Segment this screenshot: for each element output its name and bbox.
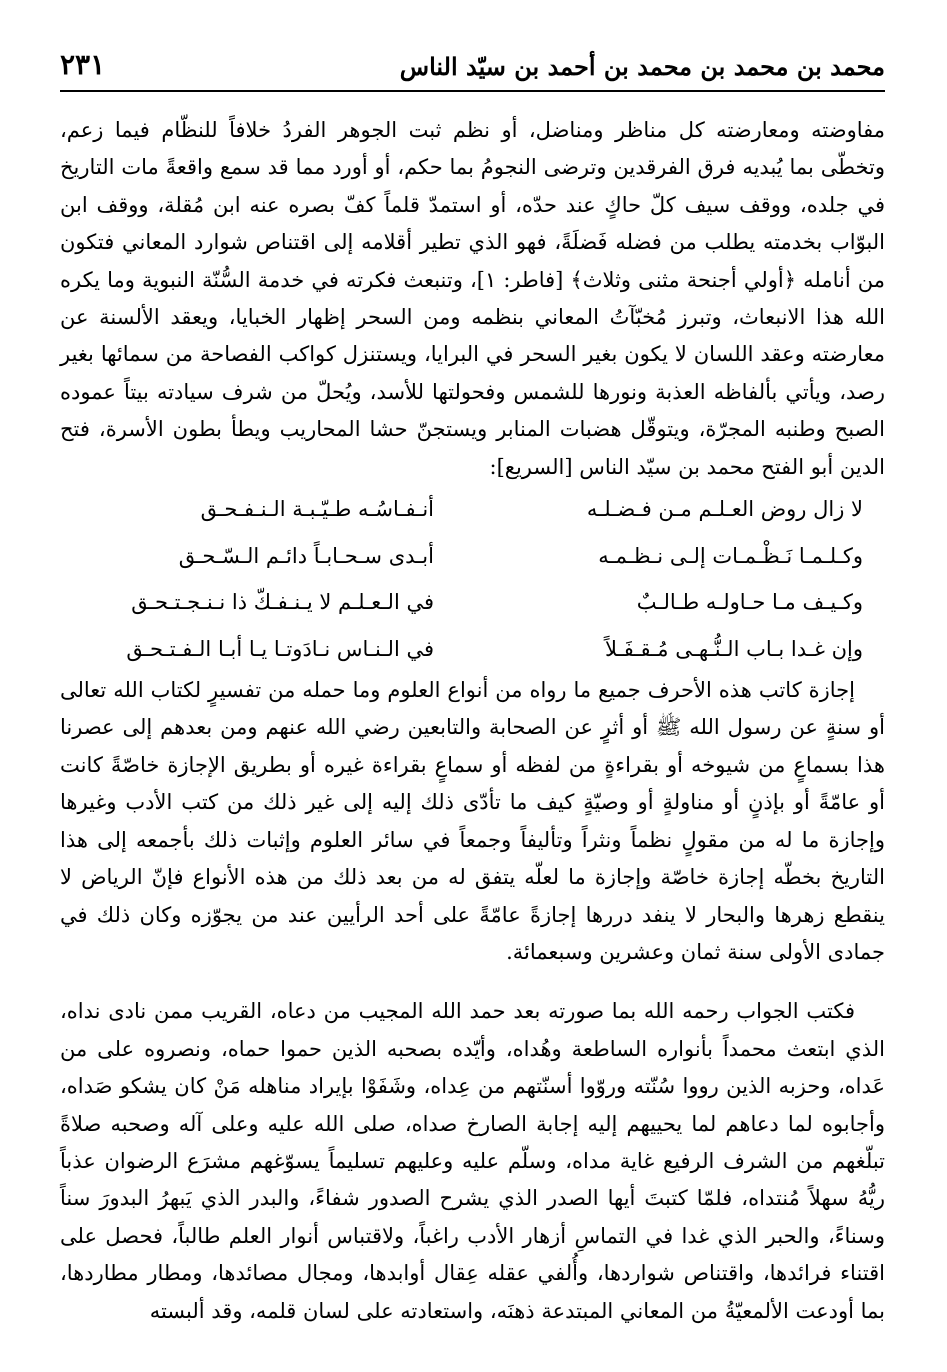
verse-second-hemistich: أنـفـاسُـه طـيّـبـة الـنـفـحـق bbox=[200, 497, 434, 522]
verse-first-hemistich: وإن غـدا بـاب الـنُّـهـى مُـقـفَـلاً bbox=[605, 636, 863, 661]
poem-verse bbox=[60, 533, 885, 580]
verse-first-hemistich: وكـلـمـا نَـظْـمـات إلـى نـظـمـه bbox=[598, 543, 863, 568]
poem-verse bbox=[60, 626, 885, 673]
poem-verse bbox=[60, 486, 885, 533]
verse-second-hemistich: في الـعـلـم لا يـنـفـكّ ذا نـنـجـتـحـق bbox=[131, 590, 434, 615]
verse-first-hemistich: وكـيـف مـا حـاولـه طـالـبٌ bbox=[636, 590, 863, 615]
running-title: محمد بن محمد بن محمد بن أحمد بن سيّد الناس bbox=[399, 52, 885, 81]
poem-verse bbox=[60, 579, 885, 626]
paragraph-reply: فكتب الجواب رحمه الله بما صورته بعد حمد الله المجيب من دعاه، القريب ممن نادى نداه، الذي ابتعث محمداً بأنواره الساطعة وهُداه، وأيّده بصحبه الذين حموا حماه، ونصروه على من عَداه، وحزبه الذين رووا سُنّته وروّوا أسنّتهم من عِداه، وشَفَوْا بإيراد مناهله مَنْ كان يشكو صَداه، وأجابوه لما دعاهم لما يحييهم إليه إجابة الصارخ صداه، صلى الله عليه وعلى آله وصحبه صلاةً تبلّغهم من الشرف الرفيع غاية مداه، وسلّم عليه وعليهم تسليماً يسوّغهم مشرَع الرضوان عذباً ريُّهُ سهلاً مُنتداه، فلمّا كتبتَ أيها الصدر الذي يشرح الصدور شفاءً، والبدر الذي يَبهرُ البدورَ سناً وسناءً، والحبر الذي غدا في التماسِ أزهار الأدب راغباً، ولاقتباس أنوار العلم طالباً، فحصل على اقتناء فرائدها، واقتناص شواردها، وأُلفي عقله عِقال أوابدها، ومجال مصائدها، ومطار مطاردها، بما أودعت الألمعيّةُ من المعاني المبتدعة ذهنَه، واستعادته على لسان قلمه، وقد ألبسته bbox=[60, 999, 885, 1323]
poem bbox=[60, 486, 885, 672]
verse-second-hemistich: في الـنـاس نـادَوتـا يـا أبـا الـفـتـحـق bbox=[126, 636, 434, 661]
verse-second-hemistich: أبـدى سـحـابـاً دائـم الـسّـحـق bbox=[178, 543, 434, 568]
verse-first-hemistich: لا زال روض العـلـم مـن فـضـلـه bbox=[586, 497, 863, 522]
paragraph-ijaza-request: إجازة كاتب هذه الأحرف جميع ما رواه من أنواع العلوم وما حمله من تفسيرٍ لكتاب الله تعالى أو سنةٍ عن رسول الله ﷺ أو أثرٍ عن الصحابة والتابعين رضي الله عنهم ومن بعدهم إلى عصرنا هذا بسماعٍ من شيوخه أو بقراءةٍ من لفظه أو سماعٍ بقراءة غيره أو بطريق الإجازة خاصّةً كانت أو عامّةً أو بإذنٍ أو مناولةٍ أو وصيّةٍ كيف ما تأدّى ذلك إليه إلى غير ذلك من كتب الأدب وغيرها وإجازة ما له من مقولٍ نظماً ونثراً وتأليفاً وجمعاً في سائر العلوم وإثبات ذلك بأجمعه إلى هذا التاريخ بخطّه إجازة خاصّة وإجازة ما لعلّه يتفق له من بعد ذلك من هذه الأنواع فإنّ الرياض لا ينقطع زهرها والبحار لا ينفد دررها إجازةً عامّةً على أحد الرأيين عند من يجوّزه وكان ذلك في جمادى الأولى سنة ثمان وعشرين وسبعمائة. bbox=[60, 678, 885, 964]
paragraph-opening: مفاوضته ومعارضته كل مناظر ومناضل، أو نظم ثبت الجوهر الفردُ خلافاً للنظّام فيما زعم، وتخطّى بما يُبديه فرق الفرقدين وترضى النجومُ بما حكم، أو أورد مما قد سمع واقعةً مات التاريخ في جلده، ووقف سيف كلّ حاكٍ عند حدّه، أو استمدّ قلماً كفّ بصره عنه ابن مُقلة، ووقف ابن البوّاب بخدمته يطلب من فضله فَضلَةً، فهو الذي تطير أقلامه إلى اقتناص شوارد المعاني فتكون من أنامله ﴿أولي أجنحة مثنى وثلاث﴾ [فاطر: ١]، وتنبعث فكرته في خدمة السُّنّة النبوية وما يكره الله هذا الانبعاث، وتبرز مُخبّآتُ المعاني بنظمه ومن السحر إظهار الخبايا، ويعقد الألسنة عن معارضته وعقد اللسان لا يكون بغير السحر في البرايا، ويستنزل كواكب الفصاحة من سمائها بغير رصد، ويأتي بألفاظه العذبة ونورها للشمس وفحولتها للأسد، ويُحلّ من شرف سيادته بيتاً عموده الصبح وطنبه المجرّة، ويتوقّل هضبات المنابر ويستجنّ حشا المحاريب ويطأ بطون الأسرة، فتح الدين أبو الفتح محمد بن سيّد الناس [السريع]: bbox=[60, 118, 886, 479]
paragraph-gap bbox=[60, 971, 885, 993]
page-number: ٢٣١ bbox=[60, 48, 106, 81]
page-body bbox=[60, 112, 885, 1330]
page-header bbox=[60, 0, 885, 92]
